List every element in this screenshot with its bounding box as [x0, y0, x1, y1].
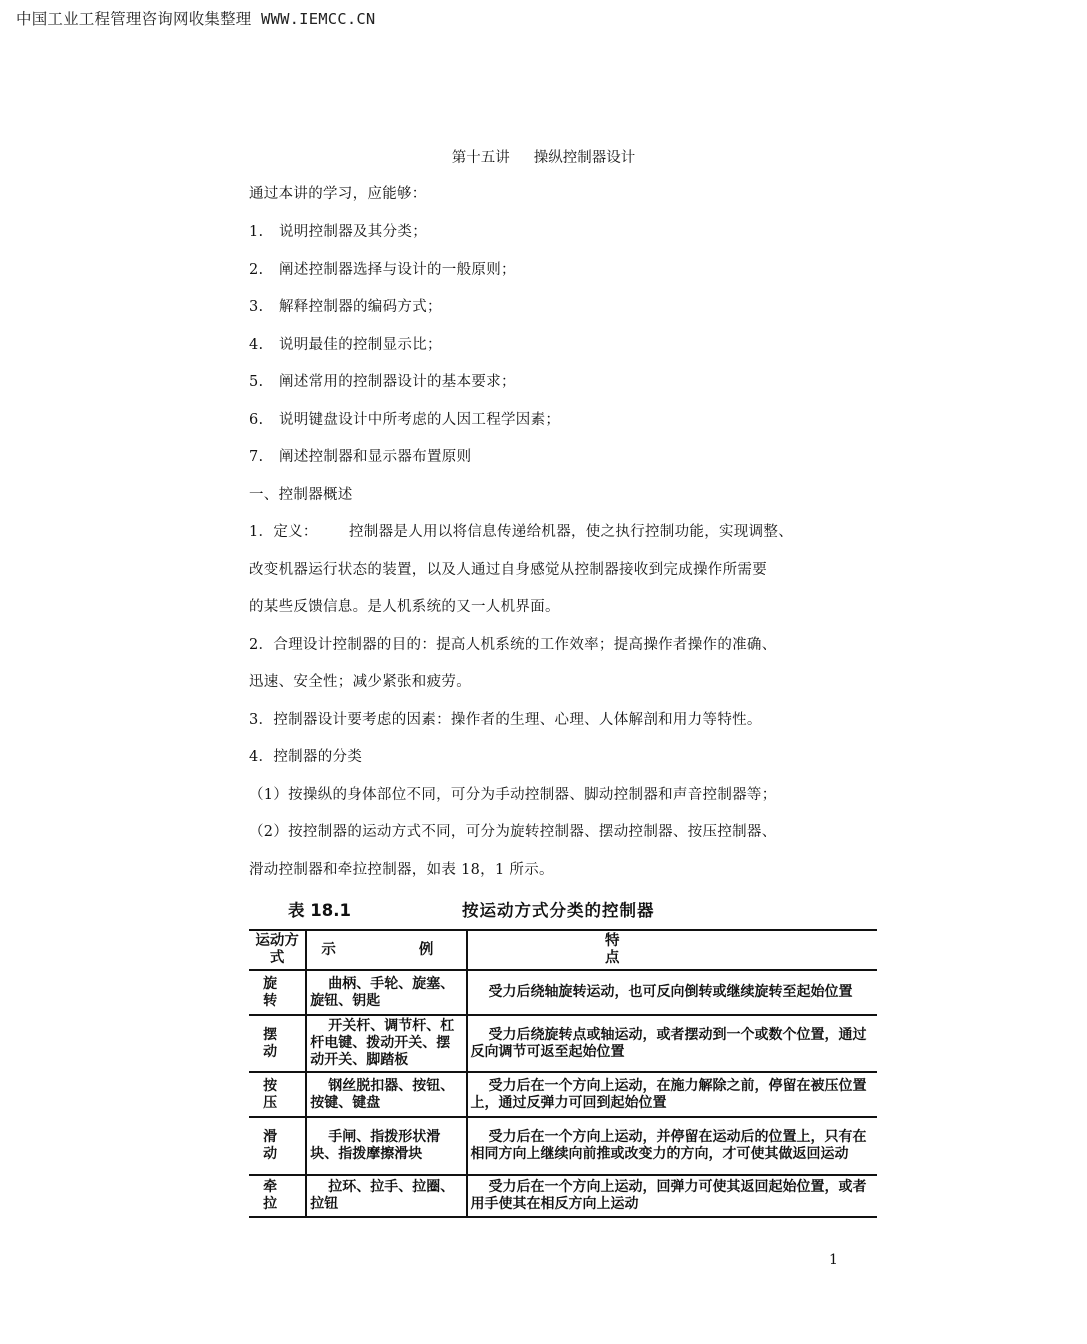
objective-number: 5. [249, 374, 264, 390]
lecture-topic: 操纵控制器设计 [533, 150, 636, 166]
objective-item [249, 408, 560, 429]
feature-cell: 受力后绕旋转点或轴运动，或者摆动到一个或数个位置，通过反向调节可返至起始位置 [467, 1015, 878, 1072]
table-row [249, 970, 877, 1015]
example-cell: 钢丝脱扣器、按钮、按键、键盘 [306, 1072, 466, 1117]
column-header: 运动方式 [249, 930, 306, 970]
feature-cell: 受力后在一个方向上运动，回弹力可使其返回起始位置，或者用手使其在相反方向上运动 [467, 1175, 878, 1217]
objective-item [249, 295, 442, 316]
objective-text: 阐述控制器和显示器布置原则 [279, 449, 472, 465]
objective-text: 说明控制器及其分类； [279, 224, 427, 240]
lecture-number: 第十五讲 [451, 150, 510, 166]
objective-item [249, 258, 516, 279]
site-header: 中国工业工程管理咨询网收集整理 WWW.IEMCC.CN [16, 10, 376, 28]
objective-number: 1. [249, 224, 264, 240]
table-row [249, 1072, 877, 1117]
table-row [249, 1117, 877, 1175]
feature-cell: 受力后在一个方向上运动，在施力解除之前，停留在被压位置上，通过反弹力可回到起始位置 [467, 1072, 878, 1117]
lecture-title [0, 146, 1087, 167]
example-cell: 曲柄、手轮、旋塞、旋钮、钥匙 [306, 970, 466, 1015]
objective-number: 4. [249, 337, 264, 353]
objective-item [249, 445, 471, 466]
class-item: 滑动控制器和牵拉控制器，如表 18，1 所示。 [249, 862, 554, 878]
objective-text: 阐述控制器选择与设计的一般原则； [279, 262, 516, 278]
objective-text: 说明键盘设计中所考虑的人因工程学因素； [279, 412, 561, 428]
objective-text: 解释控制器的编码方式； [279, 299, 442, 315]
objective-number: 2. [249, 262, 264, 278]
mode-cell: 摆动 [249, 1015, 306, 1072]
purpose-line: 2．合理设计控制器的目的：提高人机系统的工作效率；提高操作者操作的准确、 [249, 637, 777, 653]
objective-item [249, 370, 516, 391]
example-cell: 拉环、拉手、拉圈、拉钮 [306, 1175, 466, 1217]
objective-text: 说明最佳的控制显示比； [279, 337, 442, 353]
example-cell: 手闸、指拨形状滑块、指拨摩擦滑块 [306, 1117, 466, 1175]
objective-number: 6. [249, 412, 264, 428]
objective-item [249, 220, 427, 241]
objective-item [249, 333, 442, 354]
mode-cell: 旋转 [249, 970, 306, 1015]
feature-cell: 受力后绕轴旋转运动，也可反向倒转或继续旋转至起始位置 [467, 970, 878, 1015]
mode-cell: 滑动 [249, 1117, 306, 1175]
classification-heading: 4．控制器的分类 [249, 749, 363, 765]
factors-line: 3．控制器设计要考虑的因素：操作者的生理、心理、人体解剖和用力等特性。 [249, 712, 762, 728]
feature-cell: 受力后在一个方向上运动，并停留在运动后的位置上，只有在相同方向上继续向前推或改变力的方向，才可使其做返回运动 [467, 1117, 878, 1175]
definition-line: 的某些反馈信息。是人机系统的又一人机界面。 [249, 599, 560, 615]
objective-number: 3. [249, 299, 264, 315]
mode-cell: 牵拉 [249, 1175, 306, 1217]
table-number: 表 18.1 [288, 901, 351, 920]
table-row [249, 1015, 877, 1072]
example-cell: 开关杆、调节杆、杠杆电键、拨动开关、摆动开关、脚踏板 [306, 1015, 466, 1072]
objective-number: 7. [249, 449, 264, 465]
definition-line: 改变机器运行状态的装置，以及人通过自身感觉从控制器接收到完成操作所需要 [249, 562, 767, 578]
column-header: 特 点 [467, 930, 878, 970]
purpose-line: 迅速、安全性；减少紧张和疲劳。 [249, 674, 471, 690]
table-row [249, 1175, 877, 1217]
controller-table [249, 929, 1009, 1218]
table-title: 按运动方式分类的控制器 [462, 901, 655, 920]
definition-text: 控制器是人用以将信息传递给机器，使之执行控制功能，实现调整、 [349, 524, 793, 540]
section-heading: 一、控制器概述 [249, 487, 353, 503]
page-number: 1 [829, 1252, 838, 1268]
definition-label: 1．定义： [249, 524, 318, 540]
table-header-row [249, 930, 877, 970]
class-item: （1）按操纵的身体部位不同，可分为手动控制器、脚动控制器和声音控制器等； [249, 787, 777, 803]
column-header: 示 例 [306, 930, 466, 970]
intro-line: 通过本讲的学习，应能够： [249, 186, 427, 202]
class-item: （2）按控制器的运动方式不同，可分为旋转控制器、摆动控制器、按压控制器、 [249, 824, 777, 840]
definition-line [249, 520, 793, 541]
mode-cell: 按压 [249, 1072, 306, 1117]
objective-text: 阐述常用的控制器设计的基本要求； [279, 374, 516, 390]
